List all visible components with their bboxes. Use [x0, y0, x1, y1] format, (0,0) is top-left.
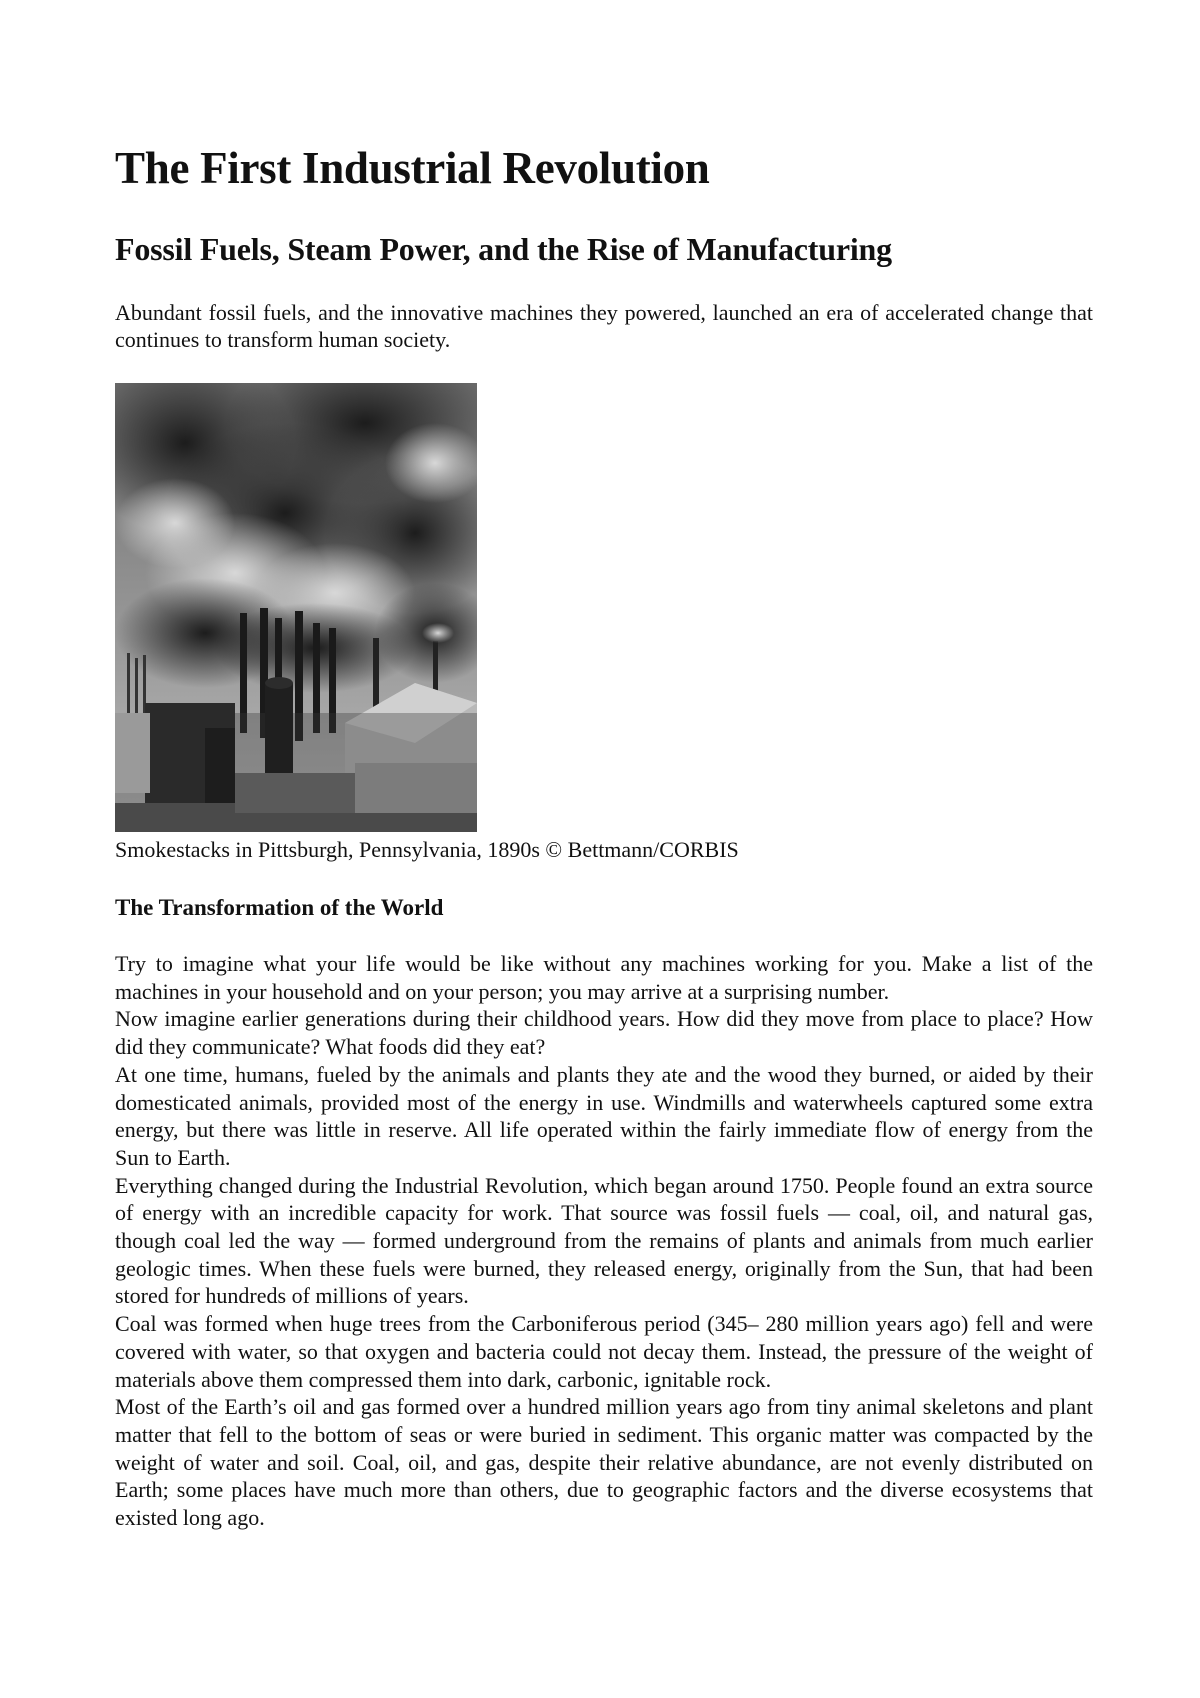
body-paragraph: Most of the Earth’s oil and gas formed over a hundred million years ago from tiny animal skeletons and plant matter that fell to the bottom of seas or were buried in sediment. This organic matter was compacted by the weight of water and soil. Coal, oil, and gas, despite their relative abundance, are not evenly distributed on Earth; some places have much more than others, due to geographic factors and the diverse ecosystems that existed long ago. — [115, 1394, 1093, 1531]
body-paragraph: Coal was formed when huge trees from the Carboniferous period (345– 280 million years ago) fell and were covered with water, so that oxygen and bacteria could not decay them. Instead, the pressure of the weight of materials above them compressed them into dark, carbonic, ignitable rock. — [115, 1311, 1093, 1392]
smokestacks-photo — [115, 383, 477, 832]
section-heading: The Transformation of the World — [115, 895, 444, 920]
section-body — [115, 950, 1093, 1532]
photo-caption: Smokestacks in Pittsburgh, Pennsylvania, 1890s © Bettmann/CORBIS — [115, 837, 739, 862]
body-paragraph: Try to imagine what your life would be like without any machines working for you. Make a list of the machines in your household and on your person; you may arrive at a surprising number. — [115, 951, 1093, 1004]
intro-paragraph: Abundant fossil fuels, and the innovative machines they powered, launched an era of accelerated change that continues to transform human society. — [115, 300, 1093, 352]
page-title: The First Industrial Revolution — [115, 143, 710, 193]
body-paragraph: Everything changed during the Industrial Revolution, which began around 1750. People found an extra source of energy with an incredible capacity for work. That source was fossil fuels — coal, oil, and natural gas, though coal led the way — formed underground from the remains of plants and animals from much earlier geologic times. When these fuels were burned, they released energy, originally from the Sun, that had been stored for hundreds of millions of years. — [115, 1172, 1093, 1309]
body-paragraph: At one time, humans, fueled by the animals and plants they ate and the wood they burned, or aided by their domesticated animals, provided most of the energy in use. Windmills and waterwheels captured some extra energy, but there was little in reserve. All life operated within the fairly immediate flow of energy from the Sun to Earth. — [115, 1061, 1093, 1170]
page-subtitle: Fossil Fuels, Steam Power, and the Rise of Manufacturing — [115, 231, 892, 267]
body-paragraph: Now imagine earlier generations during their childhood years. How did they move from place to place? How did they communicate? What foods did they eat? — [115, 1006, 1093, 1060]
